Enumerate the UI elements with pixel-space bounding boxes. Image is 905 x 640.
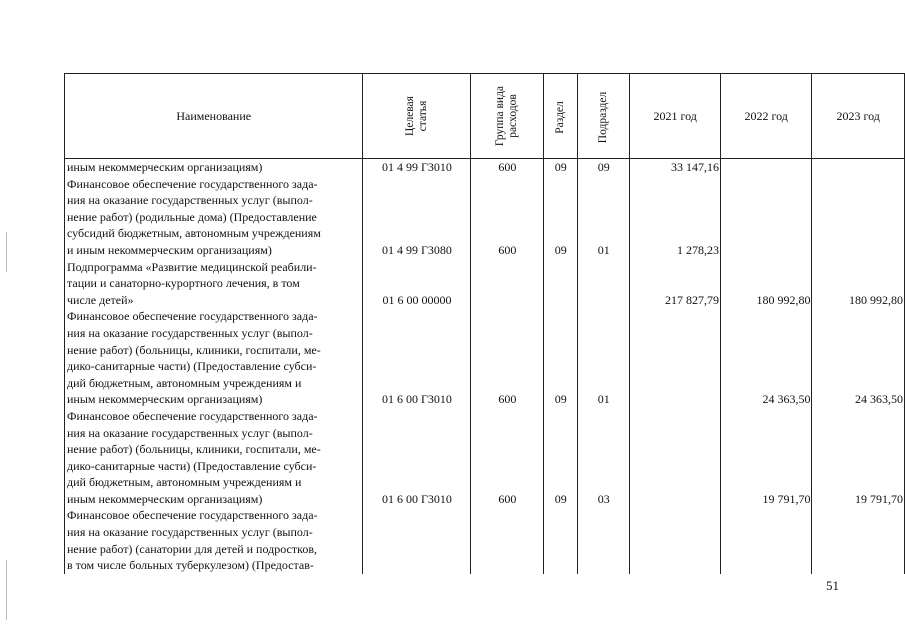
name-line: нение работ) (больницы, клиники, госпитали, ме- <box>67 442 321 457</box>
cell-section: 09 <box>554 392 567 407</box>
header-section-label: Раздел <box>554 100 567 134</box>
code-column <box>363 159 471 574</box>
section-column <box>544 159 578 574</box>
name-line: числе детей» <box>67 292 134 307</box>
name-line: тации и санаторно-курортного лечения, в том <box>67 276 300 291</box>
cell-y2023: 180 992,80 <box>849 292 903 307</box>
cell-group: 600 <box>498 160 517 174</box>
name-line: Финансовое обеспечение государственного зада- <box>67 408 318 423</box>
cell-section: 09 <box>554 160 567 174</box>
header-2022: 2022 год <box>720 74 812 159</box>
cell-code: 01 4 99 Г3010 <box>381 160 452 174</box>
name-line: Финансовое обеспечение государственного зада- <box>67 176 318 191</box>
header-name: Наименование <box>65 74 363 159</box>
cell-y2022: 180 992,80 <box>756 292 811 307</box>
budget-table <box>64 73 905 574</box>
name-line: иным некоммерческим организациям) <box>67 491 263 506</box>
scan-edge-mark <box>6 232 7 272</box>
name-line: Подпрограмма «Развитие медицинской реабили- <box>67 259 317 274</box>
name-line: ния на оказание государственных услуг (выпол- <box>67 525 313 540</box>
name-line: нение работ) (больницы, клиники, госпитали, ме- <box>67 342 321 357</box>
y2021-column <box>630 159 721 574</box>
name-line: Финансовое обеспечение государственного зада- <box>67 309 318 324</box>
page-number: 51 <box>826 578 839 593</box>
subsection-column <box>577 159 629 574</box>
header-group-label: Группа вида расходов <box>494 85 520 146</box>
header-code-label: Целевая статья <box>403 95 429 136</box>
header-2023: 2023 год <box>812 74 905 159</box>
group-column <box>471 159 544 574</box>
cell-subsection: 09 <box>597 160 610 174</box>
name-line: нение работ) (санатории для детей и подростков, <box>67 541 317 556</box>
header-2021: 2021 год <box>630 74 721 159</box>
cell-subsection: 01 <box>597 392 610 407</box>
name-line: дий бюджетным, автономным учреждениям и <box>67 375 302 390</box>
name-column <box>65 159 363 574</box>
cell-section: 09 <box>554 243 567 257</box>
name-line: нение работ) (родильные дома) (Предоставление <box>67 209 317 224</box>
name-line: иным некоммерческим организациям) <box>67 160 263 174</box>
name-line: в том числе больных туберкулезом) (Предостав- <box>67 558 314 573</box>
header-code <box>363 74 471 159</box>
header-subsection <box>577 74 629 159</box>
cell-code: 01 4 99 Г3080 <box>381 243 452 257</box>
cell-code: 01 6 00 00000 <box>382 292 452 307</box>
header-subsection-label: Подраздел <box>597 91 610 143</box>
cell-subsection: 03 <box>597 492 610 506</box>
name-line: субсидий бюджетным, автономным учреждениям <box>67 226 321 241</box>
cell-group: 600 <box>498 392 517 407</box>
table-body-row <box>65 159 905 574</box>
header-section <box>544 74 578 159</box>
cell-y2022: 24 363,50 <box>762 392 811 407</box>
cell-y2021: 1 278,23 <box>676 243 719 257</box>
cell-y2023: 19 791,70 <box>855 492 903 506</box>
name-line: Финансовое обеспечение государственного зада- <box>67 508 318 523</box>
name-line: ния на оказание государственных услуг (выпол- <box>67 325 313 340</box>
cell-code: 01 6 00 Г3010 <box>381 392 452 407</box>
name-line: ния на оказание государственных услуг (выпол- <box>67 193 313 208</box>
table-header-row <box>65 74 905 159</box>
scan-edge-mark <box>6 560 7 620</box>
cell-y2022: 19 791,70 <box>762 492 811 506</box>
y2023-column <box>812 159 905 574</box>
name-line: и иным некоммерческим организациям) <box>67 242 272 257</box>
cell-group: 600 <box>498 243 517 257</box>
cell-group: 600 <box>498 492 517 506</box>
name-line: ния на оказание государственных услуг (выпол- <box>67 425 313 440</box>
cell-y2023: 24 363,50 <box>855 392 903 407</box>
name-line: дико-санитарные части) (Предоставление субси- <box>67 458 317 473</box>
name-line: дико-санитарные части) (Предоставление субси- <box>67 359 317 374</box>
cell-y2021: 33 147,16 <box>670 160 719 174</box>
cell-subsection: 01 <box>597 243 610 257</box>
y2022-column <box>720 159 812 574</box>
name-line: дий бюджетным, автономным учреждениям и <box>67 475 302 490</box>
name-line: иным некоммерческим организациям) <box>67 392 263 407</box>
header-group <box>471 74 544 159</box>
cell-code: 01 6 00 Г3010 <box>381 492 452 506</box>
cell-y2021: 217 827,79 <box>664 292 719 307</box>
cell-section: 09 <box>554 492 567 506</box>
